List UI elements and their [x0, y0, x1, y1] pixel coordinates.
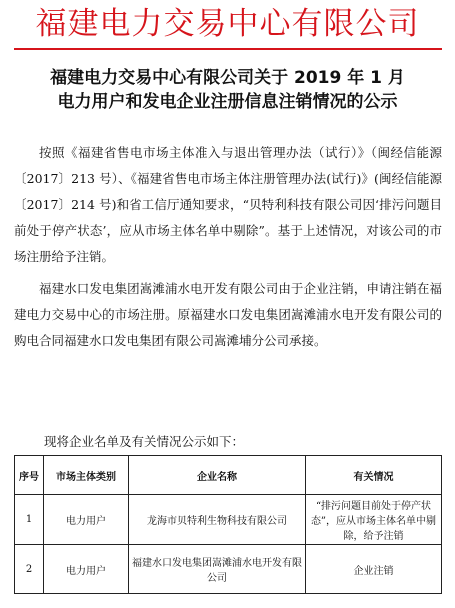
header-index: 序号 [15, 456, 44, 495]
document-body [14, 140, 442, 360]
paragraph-1: 按照《福建省售电市场主体准入与退出管理办法（试行）》（闽经信能源〔2017〕213 号）、《福建省售电市场主体注册管理办法(试行)》(闽经信能源〔2017〕214 号)和省工信厅通知要求，“贝特利科技有限公司因‘排污问题目前处于停产状态’，应从市场主体名单中剔除”。基于上述情况，对该公司的市场注册给予注销。 [14, 145, 442, 264]
table-intro: 现将企业名单及有关情况公示如下： [44, 434, 245, 449]
cell-situation: “排污问题目前处于停产状态”，应从市场主体名单中剔除，给予注销 [306, 495, 442, 545]
letterhead [0, 0, 455, 56]
table-header-row [15, 456, 442, 495]
header-company: 企业名称 [129, 456, 306, 495]
table-row [15, 545, 442, 594]
cell-index: 1 [15, 495, 44, 545]
table-row [15, 495, 442, 545]
cell-category: 电力用户 [44, 495, 129, 545]
letterhead-red-rule [14, 48, 442, 50]
cell-index: 2 [15, 545, 44, 594]
letterhead-org-name: 福建电力交易中心有限公司 [35, 6, 420, 42]
cell-situation: 企业注销 [306, 545, 442, 594]
cell-category: 电力用户 [44, 545, 129, 594]
header-category: 市场主体类别 [44, 456, 129, 495]
title-line-2: 电力用户和发电企业注册信息注销情况的公示 [57, 92, 398, 112]
header-situation: 有关情况 [306, 456, 442, 495]
title-line-1: 福建电力交易中心有限公司关于 2019 年 1 月 [50, 68, 405, 88]
deregistration-table [14, 455, 442, 594]
document-title [0, 66, 455, 114]
cell-company: 龙海市贝特利生物科技有限公司 [129, 495, 306, 545]
paragraph-2: 福建水口发电集团嵩滩浦水电开发有限公司由于企业注销，申请注销在福建电力交易中心的市场注册。原福建水口发电集团嵩滩浦水电开发有限公司的购电合同福建水口发电集团有限公司嵩滩埔分公司承接。 [14, 281, 442, 348]
cell-company: 福建水口发电集团嵩滩浦水电开发有限公司 [129, 545, 306, 594]
